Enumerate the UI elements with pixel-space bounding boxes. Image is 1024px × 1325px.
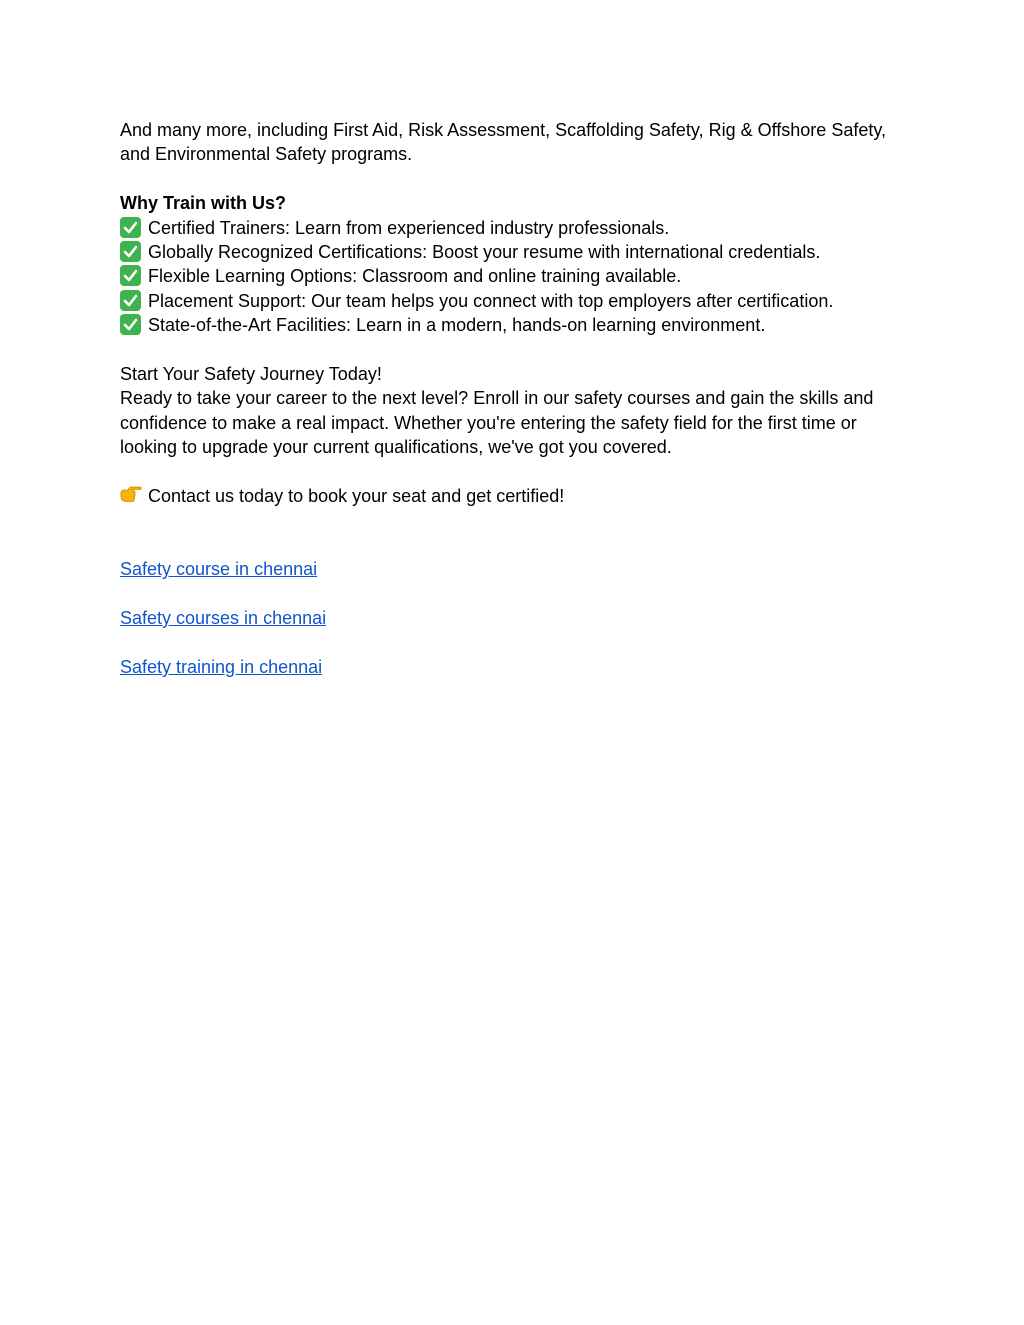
benefit-text: Globally Recognized Certifications: Boost your resume with international credentials. <box>148 242 821 263</box>
safety-courses-link[interactable]: Safety courses in chennai <box>120 608 327 629</box>
check-mark-icon <box>120 314 141 335</box>
benefit-text: Flexible Learning Options: Classroom and online training available. <box>148 266 682 287</box>
contact-line <box>120 484 910 508</box>
intro-paragraph: And many more, including First Aid, Risk Assessment, Scaffolding Safety, Rig & Offshore Safety, and Environmental Safety programs. <box>120 120 887 165</box>
journey-body: Ready to take your career to the next level? Enroll in our safety courses and gain the skills and confidence to make a real impact. Whether you're entering the safety field for the first time or looking to upgrade your current qualifications, we've got you covered. <box>120 388 874 458</box>
spacer <box>120 460 910 484</box>
check-mark-icon <box>120 265 141 286</box>
benefit-text: State-of-the-Art Facilities: Learn in a modern, hands-on learning environment. <box>148 315 766 336</box>
benefit-text: Placement Support: Our team helps you connect with top employers after certification. <box>148 290 834 311</box>
check-mark-icon <box>120 241 141 262</box>
benefit-item <box>120 313 910 337</box>
benefit-item <box>120 216 910 240</box>
spacer <box>120 630 910 654</box>
safety-training-link[interactable]: Safety training in chennai <box>120 656 323 677</box>
safety-course-link[interactable]: Safety course in chennai <box>120 559 318 580</box>
contact-text: Contact us today to book your seat and get certified! <box>148 486 565 507</box>
spacer <box>120 167 910 191</box>
why-train-heading: Why Train with Us? <box>120 193 287 214</box>
benefit-item <box>120 264 910 288</box>
journey-title: Start Your Safety Journey Today! <box>120 364 382 385</box>
spacer <box>120 508 910 557</box>
benefits-list <box>120 216 910 338</box>
link-row <box>120 557 910 581</box>
link-row <box>120 655 910 679</box>
spacer <box>120 338 910 362</box>
spacer <box>120 582 910 606</box>
benefit-item <box>120 289 910 313</box>
pointing-hand-icon <box>120 485 142 505</box>
document-page <box>120 118 910 679</box>
link-row <box>120 606 910 630</box>
check-mark-icon <box>120 290 141 311</box>
check-mark-icon <box>120 217 141 238</box>
benefit-item <box>120 240 910 264</box>
benefit-text: Certified Trainers: Learn from experienced industry professionals. <box>148 217 670 238</box>
